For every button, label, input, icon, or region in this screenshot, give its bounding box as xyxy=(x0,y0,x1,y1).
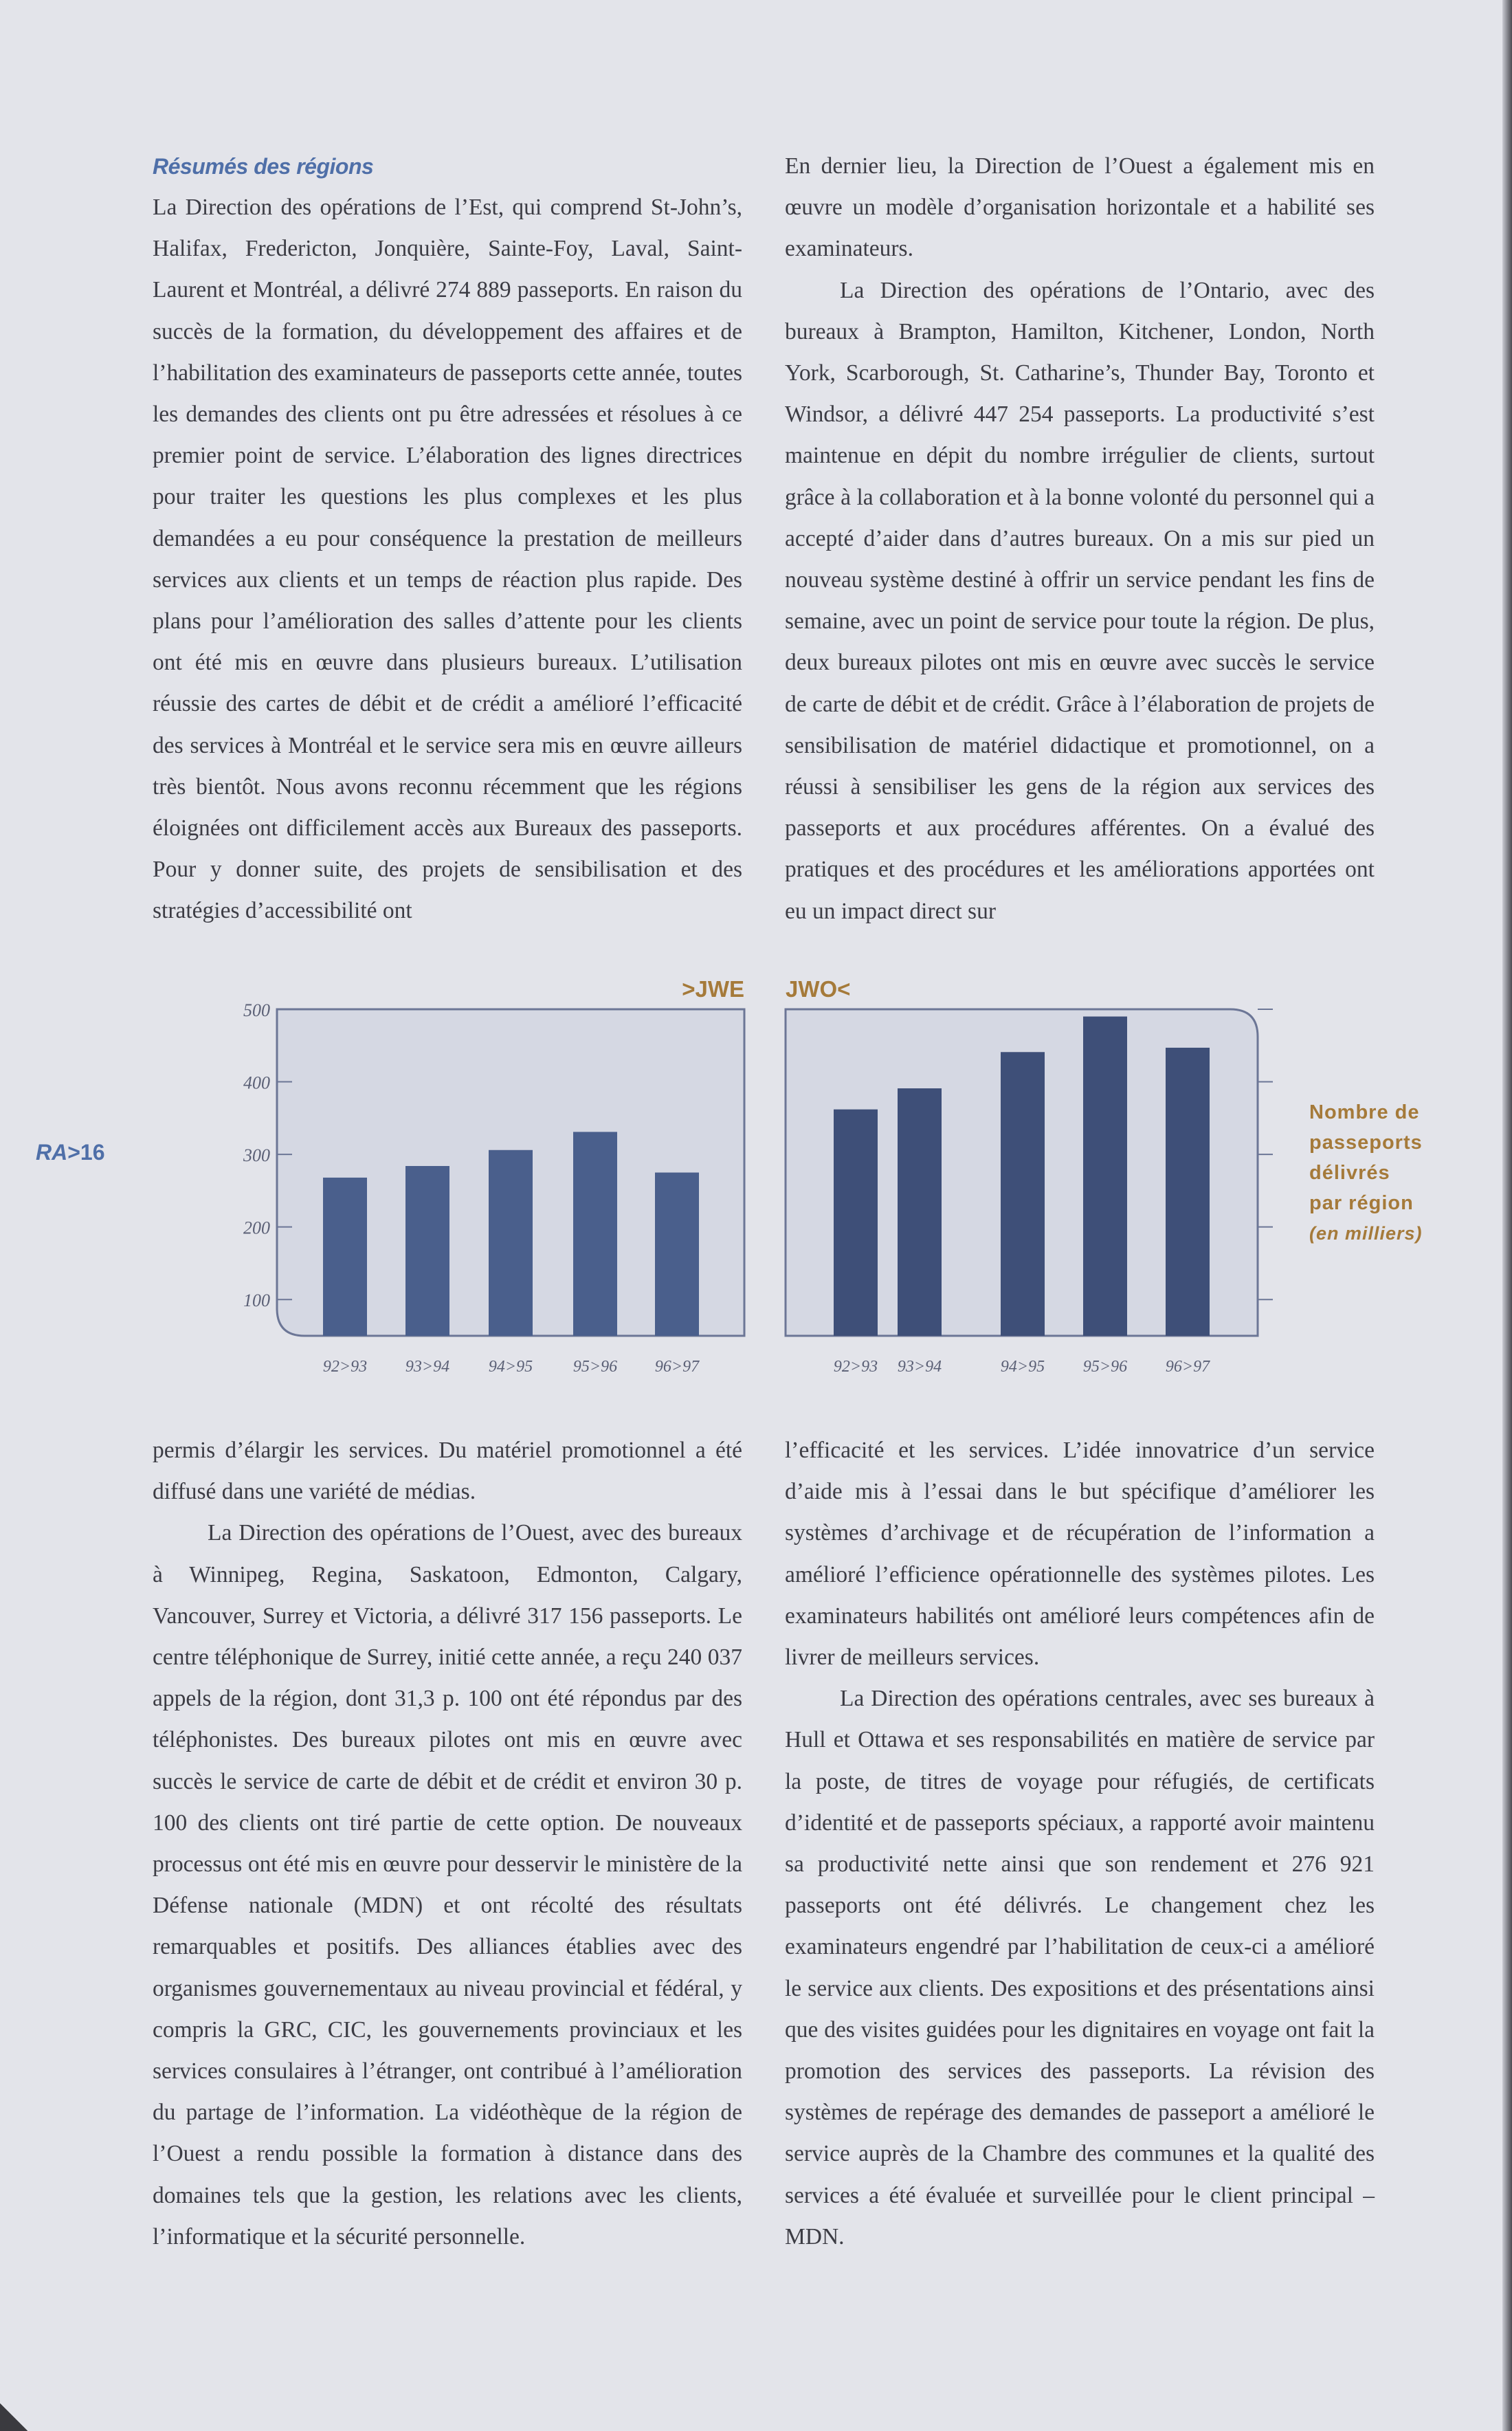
bar xyxy=(489,1150,533,1336)
section-heading: Résumés des régions xyxy=(153,154,374,179)
caption-line: par région xyxy=(1309,1192,1414,1214)
bar xyxy=(834,1110,878,1336)
bar xyxy=(1166,1048,1210,1336)
left-column-bottom xyxy=(153,1430,742,2258)
page-number: 16 xyxy=(80,1140,105,1165)
x-tick-label: 93>94 xyxy=(897,1358,942,1376)
paragraph: La Direction des opérations de l’Ouest, avec des bureaux à Winnipeg, Regina, Saskatoon, Edmonton, Calgary, Vancouver, Surrey et Victoria, a délivré 317 156 passeports. Le centre téléphonique de Surrey, initié cette année, a reçu 240 037 appels de la région, dont 31,3 p. 100 ont été répondus par des téléphonistes. Des bureaux pilotes ont mis en œuvre avec succès le service de carte de débit et de crédit et environ 30 p. 100 des clients ont tiré partie de cette option. De nouveaux processus ont été mis en œuvre pour desservir le ministère de la Défense nationale (MDN) et ont récolté des résultats remarquables et positifs. Des alliances établies avec des organismes gouvernementaux au niveau provincial et fédéral, y compris la GRC, CIC, les gouvernements provinciaux et les services consulaires à l’étranger, ont contribué à l’amélioration du partage de l’information. La vidéothèque de la région de l’Ouest a rendu possible la formation à distance dans des domaines tels que la gestion, les relations avec les clients, l’informatique et la sécurité personnelle. xyxy=(153,1520,742,2250)
caption-line: passeports xyxy=(1309,1132,1423,1154)
bar xyxy=(573,1132,617,1336)
chart-title: >JWE xyxy=(682,976,744,1002)
paragraph: l’efficacité et les services. L’idée innovatrice d’un service d’aide mis à l’essai dans le but spécifique d’améliorer les systèmes d’archivage et de récupération de l’information a amélioré l’efficience opérationnelle des systèmes pilotes. Les examinateurs habilités ont amélioré leurs compétences afin de livrer de meilleurs services. xyxy=(785,1438,1375,1671)
bar xyxy=(405,1166,449,1336)
chart-title: JWO< xyxy=(786,976,851,1002)
x-tick-label: 94>95 xyxy=(1000,1358,1045,1376)
paragraph: La Direction des opérations centrales, avec ses bureaux à Hull et Ottawa et ses responsabilités en matière de service par la poste, de titres de voyage pour réfugiés, de certificats d’identité et de passeports spéciaux, a rapporté avoir maintenu sa productivité nette ainsi que son rendement et 276 921 passeports ont été délivrés. Le changement chez les examinateurs engendré par l’habilitation de ceux-ci a amélioré le service aux clients. Des expositions et des présentations ainsi que des visites guidées pour les dignitaires en voyage ont fait la promotion des services des passeports. La révision des systèmes de repérage des demandes de passeport a amélioré le service auprès de la Chambre des communes et la qualité des services a été évaluée et surveillée pour le client principal – MDN. xyxy=(785,1686,1375,2250)
x-tick-label: 94>95 xyxy=(488,1358,533,1376)
paragraph: La Direction des opérations de l’Ontario, avec des bureaux à Brampton, Hamilton, Kitchener, London, North York, Scarborough, St. Catharine’s, Thunder Bay, Toronto et Windsor, a délivré 447 254 passeports. La productivité s’est maintenue en dépit du nombre irrégulier de clients, surtout grâce à la collaboration et à la bonne volonté du personnel qui a accepté d’aider dans d’autres bureaux. On a mis sur pied un nouveau système destiné à offrir un service pendant les fins de semaine, avec un point de service pour toute la région. De plus, deux bureaux pilotes ont mis en œuvre avec succès le service de carte de débit et de crédit. Grâce à l’élaboration de projets de sensibilisation de matériel didactique et promotionnel, on a réussi à sensibiliser les gens de la région aux services des passeports et aux procédures afférentes. On a évalué des pratiques et des procédures et les améliorations apportées ont eu un impact direct sur xyxy=(785,277,1375,924)
report-abbrev: RA xyxy=(36,1140,68,1165)
y-tick-label: 400 xyxy=(243,1072,270,1093)
bar xyxy=(323,1178,367,1336)
paragraph: La Direction des opérations de l’Est, qui comprend St-John’s, Halifax, Fredericton, Jonquière, Sainte-Foy, Laval, Saint-Laurent et Montréal, a délivré 274 889 passeports. En raison du succès de la formation, du développement des affaires et de l’habilitation des examinateurs de passeports cette année, toutes les demandes des clients ont pu être adressées et résolues à ce premier point de service. L’élaboration des lignes directrices pour traiter les questions les plus complexes et les plus demandées a eu pour conséquence la prestation de meilleurs services aux clients et un temps de réaction plus rapide. Des plans pour l’amélioration des salles d’attente pour les clients ont été mis en œuvre dans plusieurs bureaux. L’utilisation réussie des cartes de débit et de crédit a amélioré l’efficacité des services à Montréal et le service sera mis en œuvre ailleurs très bientôt. Nous avons reconnu récemment que les régions éloignées ont difficilement accès aux Bureaux des passeports. Pour y donner suite, des projets de sensibilisation et des stratégies d’accessibilité ont xyxy=(153,195,742,924)
page-corner xyxy=(0,2404,27,2431)
bar xyxy=(1001,1052,1045,1336)
x-tick-label: 92>93 xyxy=(833,1358,878,1376)
bar xyxy=(898,1088,942,1336)
paragraph: En dernier lieu, la Direction de l’Ouest a également mis en œuvre un modèle d’organisation horizontale et a habilité ses examinateurs. xyxy=(785,153,1375,262)
separator: > xyxy=(67,1140,80,1165)
x-tick-label: 92>93 xyxy=(322,1358,368,1376)
right-column-bottom xyxy=(785,1430,1375,2258)
x-tick-label: 95>96 xyxy=(1082,1358,1128,1376)
x-tick-label: 95>96 xyxy=(572,1358,618,1376)
x-tick-label: 93>94 xyxy=(405,1358,450,1376)
caption-sub: (en milliers) xyxy=(1309,1223,1423,1244)
y-tick-label: 300 xyxy=(243,1145,270,1166)
caption-line: Nombre de xyxy=(1309,1101,1420,1123)
y-tick-label: 200 xyxy=(243,1218,270,1238)
x-tick-label: 96>97 xyxy=(1165,1358,1210,1376)
x-tick-label: 96>97 xyxy=(654,1358,700,1376)
bar xyxy=(655,1173,699,1336)
y-tick-label: 500 xyxy=(243,1000,270,1020)
bar xyxy=(1083,1017,1127,1336)
paragraph: permis d’élargir les services. Du matériel promotionnel a été diffusé dans une variété de médias. xyxy=(153,1438,742,1505)
caption-line: délivrés xyxy=(1309,1162,1390,1184)
y-tick-label: 100 xyxy=(243,1290,270,1311)
